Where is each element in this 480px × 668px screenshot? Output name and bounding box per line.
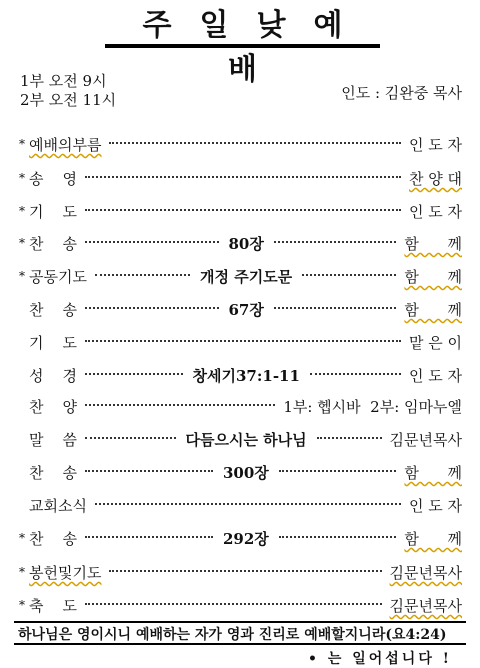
title-underline [105,44,380,48]
worship-item-leader: 김문년목사 [389,431,462,449]
worship-item-detail: 67장 [228,301,264,319]
worship-item-row [0,228,480,258]
dot-leader [274,307,397,309]
worship-item-name: 교회소식 [29,497,87,515]
scripture-verse: 하나님은 영이시니 예배하는 자가 영과 진리로 예배할지니라(요4:24) [14,621,466,645]
dot-leader [85,603,382,605]
standing-marker-icon: * [19,236,25,250]
worship-item-leader: 인 도 자 [408,367,462,385]
worship-item-leader: 김문년목사 [389,597,462,615]
worship-item-leader: 인 도 자 [408,497,462,515]
worship-item-leader: 김문년목사 [389,564,462,582]
dot-leader [85,209,401,211]
worship-item-name: 찬 송 [29,235,78,253]
dot-leader [85,437,176,439]
worship-item-name: 예배의부름 [29,136,102,154]
worship-item-row [0,163,480,193]
worship-item-leader: 인 도 자 [408,203,462,221]
worship-item-name: 찬 송 [29,301,78,319]
dot-leader [95,503,401,505]
worship-item-leader: 함 께 [404,464,462,482]
service-time-1: 1부 오전 9시 [20,72,107,90]
worship-item-leader: 1부: 헵시바 2부: 임마누엘 [283,398,462,416]
worship-item-row [0,457,480,487]
worship-item-row [0,360,480,390]
worship-item-row [0,327,480,357]
worship-item-row [0,557,480,587]
worship-item-row [0,261,480,291]
worship-item-name: 축 도 [29,597,78,615]
dot-leader [85,373,183,375]
worship-item-row [0,523,480,553]
worship-item-name: 찬 송 [29,530,78,548]
worship-item-name: 봉헌및기도 [29,564,102,582]
worship-item-detail: 개정 주기도문 [200,268,293,286]
page-title: 주일낮예배 [142,8,371,87]
worship-item-row [0,294,480,324]
worship-item-name: 기 도 [29,334,78,352]
worship-item-detail: 80장 [228,235,264,253]
worship-item-row [0,129,480,159]
standing-marker-icon: * [19,171,25,185]
worship-item-detail: 다듬으시는 하나님 [185,431,307,449]
worship-item-detail: 292장 [223,530,269,548]
service-leader: 인도 : 김완중 목사 [341,84,462,102]
worship-item-detail: 300장 [223,464,269,482]
worship-item-name: 성 경 [29,367,78,385]
worship-item-row [0,590,480,620]
worship-item-name: 찬 송 [29,464,78,482]
standing-marker-icon: * [19,531,25,545]
dot-leader [279,536,396,538]
worship-item-leader: 함 께 [404,530,462,548]
worship-item-row [0,196,480,226]
dot-leader [85,404,275,406]
standing-marker-icon: * [19,565,25,579]
worship-item-name: 공동기도 [29,268,87,286]
worship-item-name: 말 씀 [29,431,78,449]
worship-item-name: 기 도 [29,203,78,221]
dot-leader [274,241,397,243]
worship-item-name: 송 영 [29,170,78,188]
dot-leader [85,470,213,472]
worship-item-leader: 찬 양 대 [408,170,462,188]
dot-leader [85,176,401,178]
worship-item-leader: 함 께 [404,235,462,253]
dot-leader [302,274,396,276]
worship-item-row [0,391,480,421]
dot-leader [95,274,190,276]
worship-item-leader: 함 께 [404,301,462,319]
standing-marker-icon: * [19,137,25,151]
worship-item-name: 찬 양 [29,398,78,416]
worship-item-row [0,424,480,454]
standing-marker-icon: * [19,598,25,612]
dot-leader [85,307,219,309]
standing-marker-icon: * [19,269,25,283]
dot-leader [109,570,382,572]
dot-leader [109,142,401,144]
worship-item-row [0,490,480,520]
dot-leader [85,536,213,538]
dot-leader [317,437,383,439]
dot-leader [85,340,401,342]
dot-leader [85,241,219,243]
worship-item-leader: 맡 은 이 [408,334,462,352]
worship-item-leader: 함 께 [404,268,462,286]
service-time-2: 2부 오전 11시 [20,91,117,109]
standing-marker-icon: * [19,204,25,218]
standing-note: • 는 일어섭니다 ! [308,651,452,667]
dot-leader [279,470,396,472]
worship-item-detail: 창세기37:1-11 [192,367,300,385]
worship-item-leader: 인 도 자 [408,136,462,154]
dot-leader [310,373,402,375]
